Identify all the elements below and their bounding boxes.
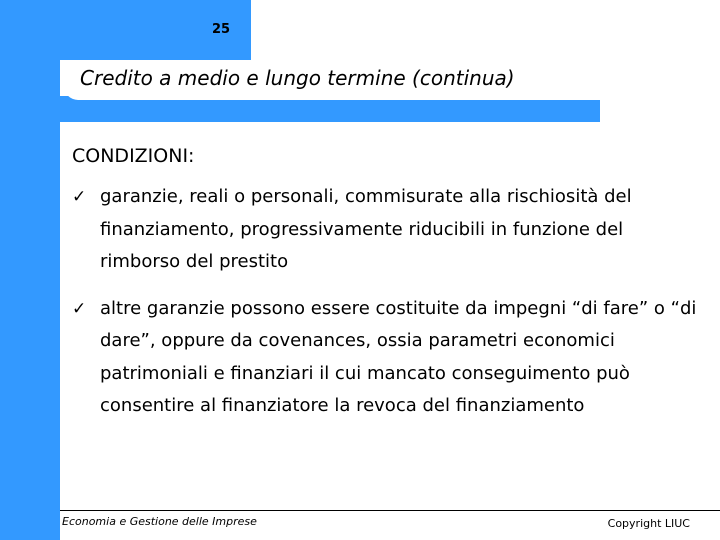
footer-copyright: Copyright LIUC	[607, 517, 690, 530]
section-heading: CONDIZIONI:	[72, 145, 195, 167]
slide-title	[80, 66, 515, 90]
list-item-text: altre garanzie possono essere costituite da impegni “di fare” o “di dare”, oppure da covenances, ossia parametri economici patrimoniali e finanziari il cui mancato conseguimento può consentire al finanziatore la revoca del finanziamento	[100, 297, 697, 416]
slide-content	[72, 145, 702, 437]
page-number: 25	[212, 22, 231, 37]
list-item	[72, 293, 702, 423]
footer-divider	[60, 510, 720, 511]
title-main: Credito a medio e lungo termine	[80, 66, 406, 90]
left-accent-bar	[0, 0, 60, 540]
footer-course: Economia e Gestione delle Imprese	[62, 515, 257, 528]
list-item	[72, 181, 702, 279]
title-sub: (continua)	[412, 66, 515, 90]
checkmark-icon: ✓	[72, 187, 87, 207]
list-item-text: garanzie, reali o personali, commisurate alla rischiosità del finanziamento, progressivamente riducibili in funzione del rimborso del prestito	[100, 186, 632, 272]
checkmark-icon: ✓	[72, 298, 87, 319]
